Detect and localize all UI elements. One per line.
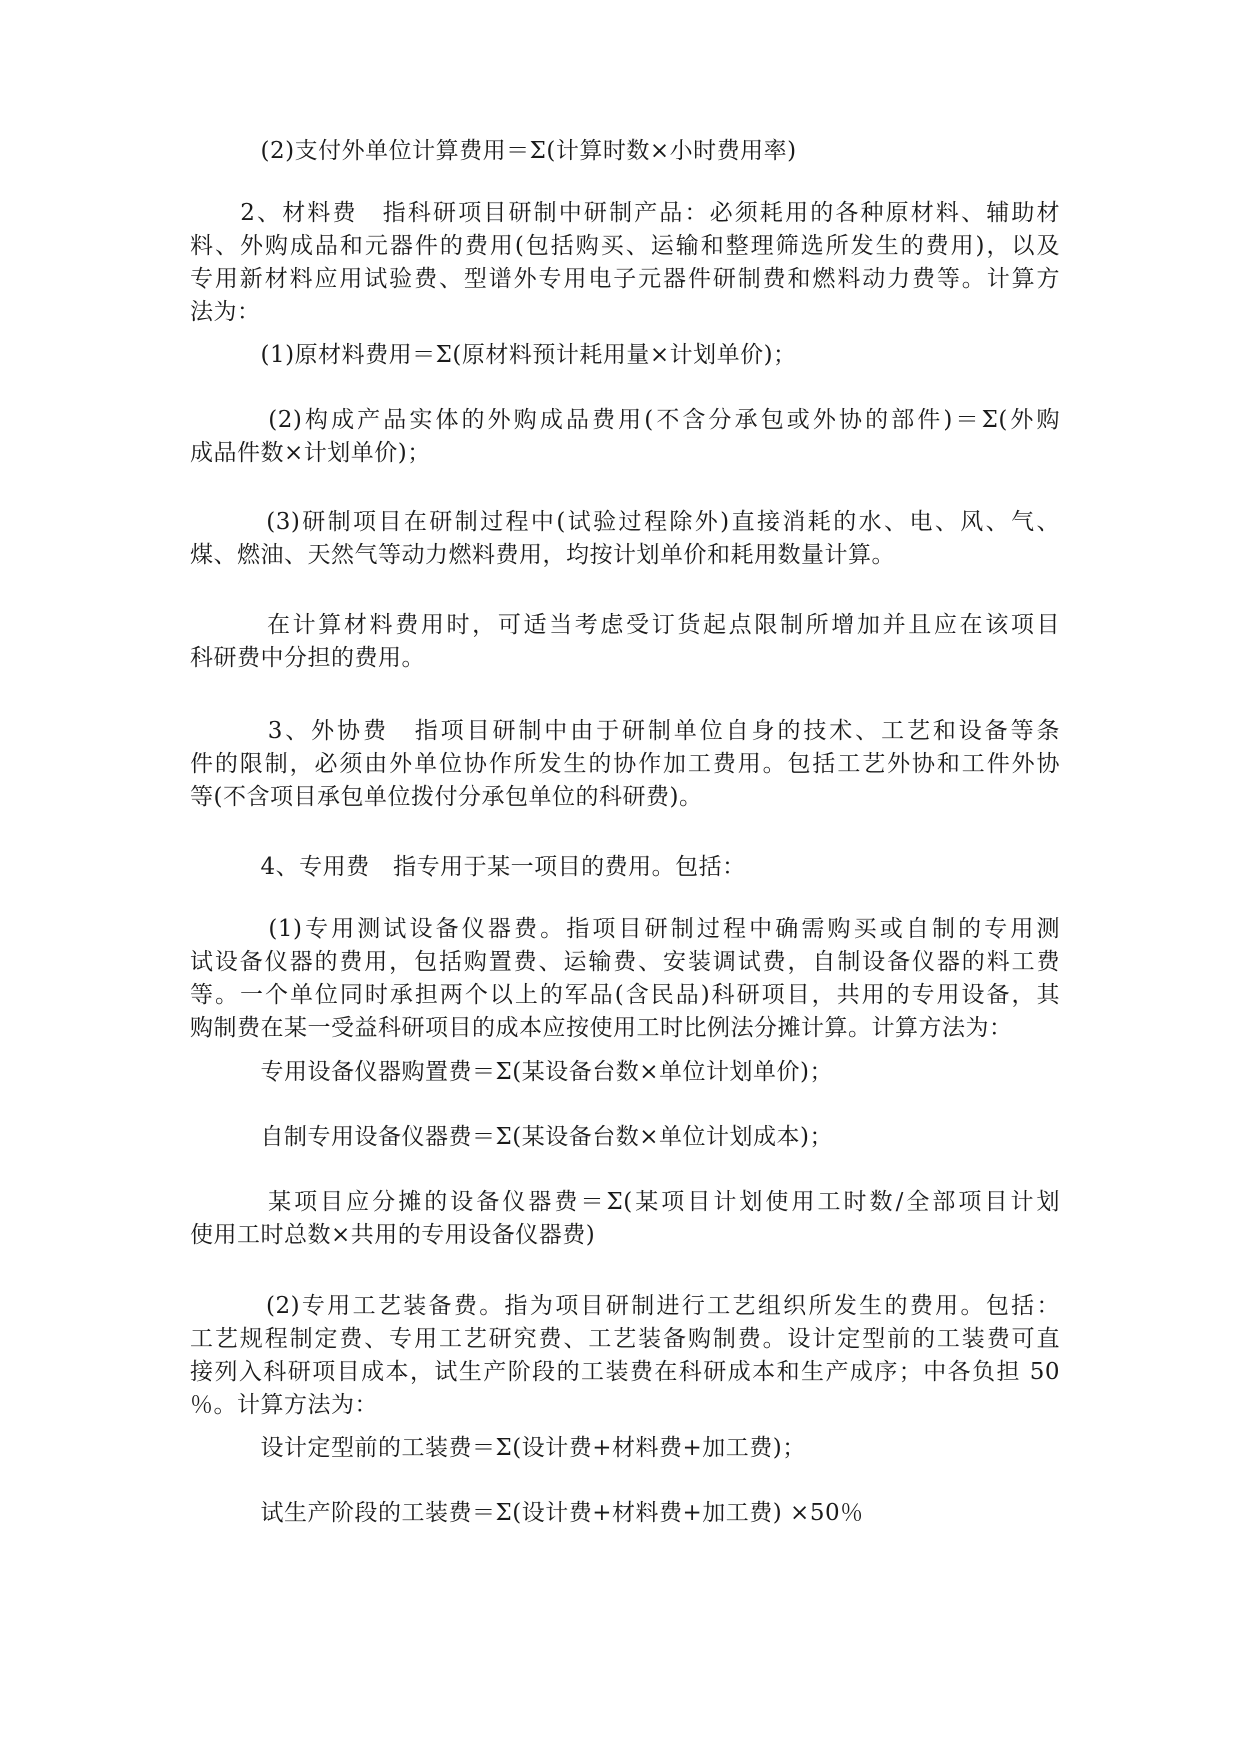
text-line: (2)支付外单位计算费用＝Σ(计算时数×小时费用率)	[190, 138, 797, 164]
text-line: 使用工时总数×共用的专用设备仪器费)	[190, 1222, 596, 1248]
text-line: 在计算材料费用时，可适当考虑受订货起点限制所增加并且应在该项目	[190, 612, 1060, 638]
text-line: (1)专用测试设备仪器费。指项目研制过程中确需购买或自制的专用测	[190, 916, 1060, 942]
text-line: 等(不含项目承包单位拨付分承包单位的科研费)。	[190, 784, 703, 810]
paragraph	[190, 339, 1060, 372]
text-line: (2)专用工艺装备费。指为项目研制进行工艺组织所发生的费用。包括：	[190, 1293, 1060, 1319]
text-line: 煤、燃油、天然气等动力燃料费用，均按计划单价和耗用数量计算。	[190, 542, 895, 568]
paragraph	[190, 506, 1060, 572]
paragraph	[190, 1290, 1060, 1422]
text-line: 工艺规程制定费、专用工艺研究费、工艺装备购制费。设计定型前的工装费可直	[190, 1326, 1060, 1352]
text-line: 专用新材料应用试验费、型谱外专用电子元器件研制费和燃料动力费等。计算方	[190, 266, 1060, 292]
paragraph	[190, 1056, 1060, 1089]
text-line: (3)研制项目在研制过程中(试验过程除外)直接消耗的水、电、风、气、	[190, 509, 1060, 535]
text-line: 设计定型前的工装费＝Σ(设计费+材料费+加工费)；	[190, 1435, 806, 1461]
paragraph	[190, 851, 1060, 884]
text-line: 法为：	[190, 299, 261, 325]
text-line: 等。一个单位同时承担两个以上的军品(含民品)科研项目，共用的专用设备，其	[190, 982, 1060, 1008]
paragraph	[190, 197, 1060, 329]
text-line: 试生产阶段的工装费＝Σ(设计费+材料费+加工费) ×50％	[190, 1500, 864, 1526]
text-line: 件的限制，必须由外单位协作所发生的协作加工费用。包括工艺外协和工件外协	[190, 751, 1060, 777]
text-line: 某项目应分摊的设备仪器费＝Σ(某项目计划使用工时数/全部项目计划	[190, 1189, 1060, 1215]
paragraph	[190, 1186, 1060, 1252]
text-line: 接列入科研项目成本，试生产阶段的工装费在科研成本和生产成序；中各负担 50	[190, 1359, 1060, 1385]
text-line: (2)构成产品实体的外购成品费用(不含分承包或外协的部件)＝Σ(外购	[190, 407, 1060, 433]
text-line: 科研费中分担的费用。	[190, 645, 425, 671]
paragraph	[190, 1497, 1060, 1530]
text-line: 成品件数×计划单价)；	[190, 440, 431, 466]
text-line: 购制费在某一受益科研项目的成本应按使用工时比例法分摊计算。计算方法为：	[190, 1015, 1013, 1041]
text-line: 自制专用设备仪器费＝Σ(某设备台数×单位计划成本)；	[190, 1124, 833, 1150]
paragraph	[190, 715, 1060, 814]
text-line: ％。计算方法为：	[190, 1392, 378, 1418]
text-line: 专用设备仪器购置费＝Σ(某设备台数×单位计划单价)；	[190, 1059, 833, 1085]
paragraph	[190, 135, 1060, 168]
text-line: 4、专用费 指专用于某一项目的费用。包括：	[190, 854, 746, 880]
paragraph	[190, 1432, 1060, 1465]
text-line: 料、外购成品和元器件的费用(包括购买、运输和整理筛选所发生的费用)，以及	[190, 233, 1060, 259]
paragraph	[190, 404, 1060, 470]
text-line: 2、材料费 指科研项目研制中研制产品：必须耗用的各种原材料、辅助材	[190, 200, 1060, 226]
paragraph	[190, 913, 1060, 1045]
text-line: (1)原材料费用＝Σ(原材料预计耗用量×计划单价)；	[190, 342, 797, 368]
paragraph	[190, 609, 1060, 675]
text-line: 试设备仪器的费用，包括购置费、运输费、安装调试费，自制设备仪器的料工费	[190, 949, 1060, 975]
text-line: 3、外协费 指项目研制中由于研制单位自身的技术、工艺和设备等条	[190, 718, 1060, 744]
paragraph	[190, 1121, 1060, 1154]
